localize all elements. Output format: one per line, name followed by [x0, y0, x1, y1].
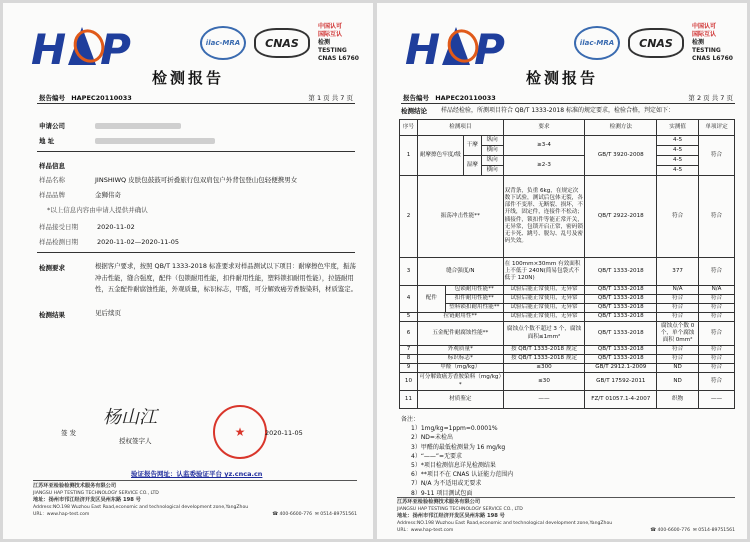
applicant-redacted [95, 123, 181, 129]
cell: 符合 [699, 373, 735, 391]
cell: 腐蚀点个数 0 个，单个腐蚀面积 0mm² [657, 322, 699, 346]
cell: QB/T 1333-2018 [585, 295, 657, 304]
hap-logo-p: P [100, 25, 129, 74]
ilac-mra-logo: ilac-MRA [574, 26, 620, 60]
cell: 扣件耐用性能** [445, 295, 503, 304]
note-line: 备注： [401, 416, 420, 423]
sign-date: 2020-11-05 [265, 429, 303, 437]
cell: 2 [400, 176, 418, 258]
cell: QB/T 1333-2018 [585, 286, 657, 295]
table-header [400, 120, 735, 136]
divider [37, 103, 355, 104]
cell: 11 [400, 391, 418, 409]
ma-line: 中国认可 [317, 23, 342, 30]
cnas-mark-text [318, 23, 359, 63]
table-row [400, 286, 735, 295]
footer-company: 江苏环亚检验检测技术服务有限公司 [33, 483, 117, 489]
cell: 4 [400, 286, 418, 313]
footer-address-en: Address:NO.198 Wuzhou East Road,economic and technological development zone,YangZhou [33, 505, 249, 510]
cell: 五金配件耐腐蚀性能** [417, 322, 503, 346]
divider [37, 252, 355, 253]
report-header [403, 93, 733, 102]
signature: 杨山江 [103, 407, 157, 428]
sample-name-label: 样品名称 [39, 176, 65, 184]
sample-name: JINSHIWQ 皮肤包鼓鼓可折叠旅行包双肩包户外背包登山包轻便携男女 [95, 176, 298, 184]
cell: 4-5 [657, 166, 699, 176]
cell: 符合 [699, 136, 735, 176]
notes [401, 415, 513, 498]
ma-line: CNAS L6760 [317, 55, 359, 62]
table-row [400, 346, 735, 355]
cell: 符合 [657, 346, 699, 355]
col-requirement: 要求 [503, 120, 585, 136]
divider [37, 151, 355, 152]
footer-address-en: Address:NO.198 Wuzhou East Road,economic and technological development zone,YangZhou [397, 521, 613, 526]
col-item: 检测项目 [417, 120, 503, 136]
ma-line: 检测 [691, 39, 704, 46]
accreditation-logos [200, 23, 359, 63]
test-date: 2020-11-02—2020-11-05 [97, 238, 180, 246]
result-text: 见后续页 [95, 309, 121, 317]
cell: 标识标志* [417, 355, 503, 364]
footer-tel: 400-6600-776 [657, 528, 691, 533]
cell: 横向 [481, 166, 503, 176]
table-row [400, 136, 735, 146]
cell: QB/T 1333-2018 [585, 304, 657, 313]
cell: 8 [400, 355, 418, 364]
hap-logo-p: P [474, 25, 503, 74]
table-row [400, 322, 735, 346]
footer-tel: 400-6600-776 [279, 512, 313, 517]
cell: 377 [657, 258, 699, 286]
fax-icon: ✉ [314, 512, 321, 517]
cell: 振荡冲击性能** [417, 176, 503, 258]
cell: 湿摩 [463, 156, 481, 176]
cell: 纵向 [481, 136, 503, 146]
cell: GB/T 17592-2011 [585, 373, 657, 391]
cell: 符合 [699, 304, 735, 313]
test-date-label: 样品检测日期 [39, 238, 78, 246]
cell: 7 [400, 346, 418, 355]
requirement-label: 检测要求 [39, 264, 65, 272]
cnas-mark-text [692, 23, 733, 63]
cell: QB/T 2922-2018 [585, 176, 657, 258]
cell: ND [657, 364, 699, 373]
cell: 符合 [699, 176, 735, 258]
cell: ≥2-3 [503, 156, 585, 176]
applicant-label: 申请公司 [39, 122, 65, 130]
cell: 材质鉴定 [417, 391, 503, 409]
table-row [400, 295, 735, 304]
receive-date: 2020-11-02 [97, 223, 135, 231]
table-row [400, 304, 735, 313]
cell: QB/T 1333-2018 [585, 258, 657, 286]
results-table [399, 119, 735, 409]
cell: ≥3-4 [503, 136, 585, 156]
cell: 4-5 [657, 156, 699, 166]
cell: 符合 [657, 295, 699, 304]
verify-link[interactable]: 验证报告网址：认监委验证平台 yz.cnca.cn [131, 470, 263, 478]
signer-title: 授权签字人 [119, 437, 152, 445]
report-no-label: 报告编号 [403, 94, 429, 102]
cell: 在 100mm×30mm 有效面积上不低于 240N(简易包袋式不低于 120N) [503, 258, 585, 286]
cell: 横向 [481, 146, 503, 156]
cell: 符合 [699, 313, 735, 322]
divider [401, 103, 735, 104]
cell: QB/T 1333-2018 [585, 322, 657, 346]
cell: 1 [400, 136, 418, 176]
cell: 外观质量* [417, 346, 503, 355]
col-no: 序号 [400, 120, 418, 136]
report-page-2 [377, 3, 747, 539]
report-title: 检测报告 [151, 69, 224, 87]
cell: 符合 [657, 355, 699, 364]
cell: QB/T 1333-2018 [585, 313, 657, 322]
hap-logo-h: H [31, 25, 65, 74]
cell: ≤30 [503, 373, 585, 391]
cell: 试验后能正常使用，无异常 [503, 313, 585, 322]
report-no: HAPEC20110033 [71, 94, 132, 102]
note-line: 3）甲醛的最低检测量为 16 mg/kg [411, 443, 506, 451]
table-row [400, 391, 735, 409]
note-line: 2）ND=未检出 [411, 434, 453, 442]
cell: 符合 [657, 313, 699, 322]
cell: 按 QB/T 1333-2018 规定 [503, 355, 585, 364]
cell: 腐蚀点个数不超过 3 个，腐蚀面积≤1mm² [503, 322, 585, 346]
ma-line: TESTING [691, 47, 721, 54]
footer-company-en: JIANGSU HAP TESTING TECHNOLOGY SERVICE CO., LTD [33, 491, 159, 496]
footer-company: 江苏环亚检验检测技术服务有限公司 [397, 499, 481, 505]
cell: 双背条，负重 6kg，在规定次数下试验，测试后包体无裂，各部件不变形、无断裂、损坏，不开线，固定件，连接件不松动；插接件，锁扣件等能正常开关，无异常，包锁开启正常，密码锁无卡死、跳号、脱勾、乱号及密码失效。 [503, 176, 585, 258]
cell: —— [503, 391, 585, 409]
cell: 可分解致癌芳香胺染料（mg/kg）* [417, 373, 503, 391]
phone-icon: ☎ [650, 528, 658, 533]
footer [397, 499, 735, 534]
ma-line: CNAS L6760 [691, 55, 733, 62]
cell: 包锁耐用性能** [445, 286, 503, 295]
cell: 5 [400, 313, 418, 322]
cell: 符合 [699, 322, 735, 346]
cell: —— [699, 391, 735, 409]
sample-section-label: 样品信息 [39, 162, 65, 170]
footer-divider [33, 480, 357, 481]
cell: QB/T 1333-2018 [585, 355, 657, 364]
cell: FZ/T 01057.1-4-2007 [585, 391, 657, 409]
table-row [400, 364, 735, 373]
page-info: 第 1 页 共 7 页 [308, 94, 353, 102]
sample-brand: 金狮伟奇 [95, 191, 121, 199]
address-label: 地 址 [39, 137, 55, 145]
hap-logo-a-icon [438, 25, 474, 69]
sample-brand-label: 样品品牌 [39, 191, 65, 199]
cell: 符合 [699, 364, 735, 373]
cell: N/A [699, 286, 735, 295]
footer-address: 地址：扬州市邗江经济开发区吴州东路 198 号 [397, 513, 505, 519]
cell: 6 [400, 322, 418, 346]
conclusion-label: 检测结论 [401, 107, 427, 115]
footer-address: 地址：扬州市邗江经济开发区吴州东路 198 号 [33, 497, 141, 503]
cell: 耐摩擦色牢度/级 [417, 136, 463, 176]
footer-url[interactable]: URL：www.hap-test.com [33, 512, 90, 517]
hap-logo-a-icon [64, 25, 100, 69]
cell: 符合 [699, 295, 735, 304]
ma-line: 检测 [317, 39, 330, 46]
table-row [400, 258, 735, 286]
hap-logo-h: H [405, 25, 439, 74]
cell: 塑料锁扣耐用性能** [445, 304, 503, 313]
page-info: 第 2 页 共 7 页 [688, 94, 733, 102]
cell: ≤300 [503, 364, 585, 373]
cell: 干摩 [463, 136, 481, 156]
report-no: HAPEC20110033 [435, 94, 496, 102]
cell: 织物 [657, 391, 699, 409]
note-line: 4）“——”=无要求 [411, 452, 463, 460]
cnas-logo: CNAS [254, 28, 310, 58]
footer-divider [397, 497, 735, 498]
footer-fax: 0514-89751561 [698, 528, 735, 533]
table-row [400, 176, 735, 258]
table-row [400, 313, 735, 322]
table-row [400, 373, 735, 391]
ma-line: 国际互认 [691, 31, 716, 38]
ilac-mra-logo: ilac-MRA [200, 26, 246, 60]
table-row [400, 355, 735, 364]
cell: 配件 [417, 286, 445, 313]
cell: 纵向 [481, 156, 503, 166]
ma-line: TESTING [317, 47, 347, 54]
cell: 3 [400, 258, 418, 286]
cell: 4-5 [657, 136, 699, 146]
cell: 符合 [699, 258, 735, 286]
footer-company-en: JIANGSU HAP TESTING TECHNOLOGY SERVICE CO., LTD [397, 507, 523, 512]
cell: 缝合强度/N [417, 258, 503, 286]
cell: 按 QB/T 1333-2018 规定 [503, 346, 585, 355]
result-label: 检测结果 [39, 311, 65, 319]
cell: ND [657, 373, 699, 391]
footer-fax: 0514-89751561 [320, 512, 357, 517]
cell: GB/T 2912.1-2009 [585, 364, 657, 373]
note-line: 5）*项目检测信息详见检测结果 [411, 462, 496, 470]
col-judge: 单项评定 [699, 120, 735, 136]
footer [33, 483, 357, 518]
cell: 符合 [699, 346, 735, 355]
footer-url[interactable]: URL：www.hap-test.com [397, 528, 454, 533]
phone-icon: ☎ [272, 512, 280, 517]
cell: 拉链耐用性** [417, 313, 503, 322]
cell: 4-5 [657, 146, 699, 156]
cell: 符合 [657, 176, 699, 258]
conclusion-text: 样品经检验，所测项目符合 QB/T 1333-2018 标准的规定要求，检验合格，判定如下： [441, 107, 674, 114]
cell: QB/T 1333-2018 [585, 346, 657, 355]
ma-line: 中国认可 [691, 23, 716, 30]
note-line: 6）**项目不在 CNAS 认证能力范围内 [411, 471, 514, 479]
cell: 试验后能正常使用，无异常 [503, 304, 585, 313]
fax-icon: ✉ [692, 528, 699, 533]
note-line: 8）9-11 项目测试包面 [411, 489, 473, 497]
cell: N/A [657, 286, 699, 295]
ma-line: 国际互认 [317, 31, 342, 38]
report-page-1 [3, 3, 373, 539]
disclaimer: *以上信息内容由申请人提供并确认 [47, 206, 148, 214]
stamp-star-icon: ★ [234, 425, 246, 439]
cell: 9 [400, 364, 418, 373]
accreditation-logos [574, 23, 733, 63]
note-line: 1）1mg/kg=1ppm=0.0001% [411, 425, 498, 433]
col-method: 检测方法 [585, 120, 657, 136]
cell: 试验后能正常使用，无异常 [503, 286, 585, 295]
report-header [39, 93, 353, 102]
cell: 试验后能正常使用，无异常 [503, 295, 585, 304]
report-no-label: 报告编号 [39, 94, 65, 102]
receive-date-label: 样品接受日期 [39, 223, 78, 231]
cell: GB/T 3920-2008 [585, 136, 657, 176]
address-redacted [95, 138, 215, 144]
cnas-logo: CNAS [628, 28, 684, 58]
cell: 甲醛（mg/kg） [417, 364, 503, 373]
report-title: 检测报告 [525, 69, 598, 87]
sign-label: 签 发 [61, 429, 77, 437]
cell: 10 [400, 373, 418, 391]
cell: 符合 [699, 355, 735, 364]
note-line: 7）N/A 为不适用或无要求 [411, 480, 482, 488]
cell: 符合 [657, 304, 699, 313]
official-stamp [213, 405, 267, 459]
requirement-text: 根据客户要求，按照 QB/T 1333-2018 标准要求对样品测试以下项目：耐摩擦色牢度，振荡冲击性能，缝合强度，配件（包锁耐用性能，扣件耐用性能，塑料锁扣耐用性能），拉链耐用性，五金配件耐腐蚀性能，外观质量，标识标志，甲醛，可分解致癌芳香胺染料，材质鉴定。 [95, 262, 358, 293]
col-result: 实测值 [657, 120, 699, 136]
